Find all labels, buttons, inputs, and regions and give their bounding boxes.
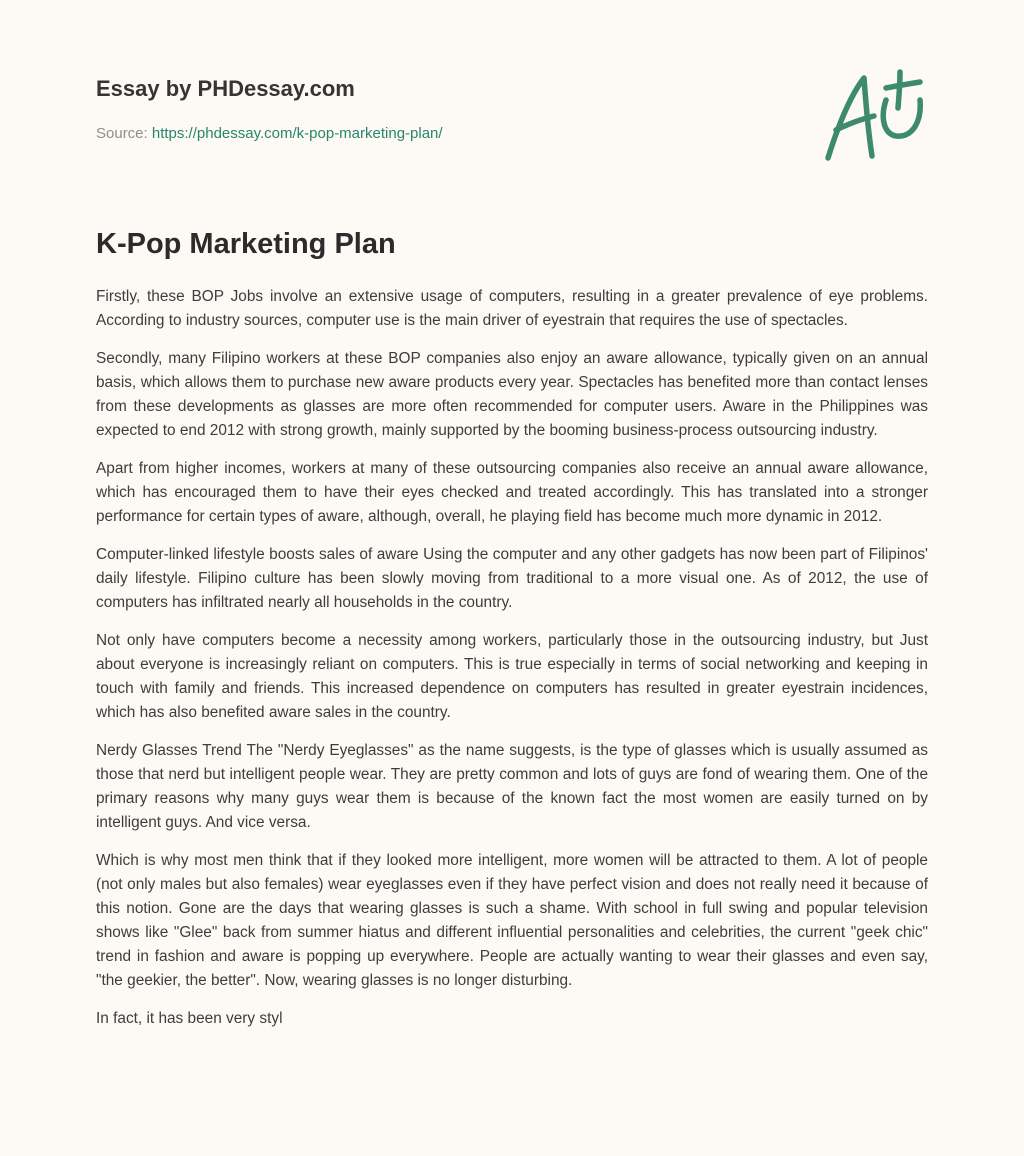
source-link[interactable]: https://phdessay.com/k-pop-marketing-plan/ [151,125,443,142]
essay-paragraph: Nerdy Glasses Trend The "Nerdy Eyeglasses" as the name suggests, is the type of glasses which is usually assumed as those that nerd but intelligent people wear. They are pretty common and lots of guys are fond of wearing them. One of the primary reasons why many guys wear them is because of the known fact the most women are easily turned on by intelligent guys. And vice versa. [96,742,928,831]
page-title: K-Pop Marketing Plan [96,228,396,260]
essay-paragraph: Firstly, these BOP Jobs involve an extensive usage of computers, resulting in a greater prevalence of eye problems. According to industry sources, computer use is the main driver of eyestrain that requires the use of spectacles. [96,288,928,329]
source-line [96,124,796,144]
essay-paragraph: Not only have computers become a necessity among workers, particularly those in the outsourcing industry, but Just about everyone is increasingly reliant on computers. This is true especially in terms of social networking and keeping in touch with family and friends. This increased dependence on computers has resulted in greater eyestrain incidences, which has also benefited aware sales in the country. [96,632,928,721]
essay-paragraph: Computer-linked lifestyle boosts sales of aware Using the computer and any other gadgets has now been part of Filipinos' daily lifestyle. Filipino culture has been slowly moving from traditional to a more visual one. As of 2012, the use of computers has infiltrated nearly all households in the country. [96,546,928,611]
source-label: Source: [96,125,148,142]
essay-paragraph: Apart from higher incomes, workers at many of these outsourcing companies also receive an annual aware allowance, which has encouraged them to have their eyes checked and treated accordingly. This has translated into a stronger performance for certain types of aware, although, overall, he playing field has become much more dynamic in 2012. [96,460,928,525]
a-plus-grade-icon [822,66,928,166]
essay-paragraph: Secondly, many Filipino workers at these BOP companies also enjoy an aware allowance, typically given on an annual basis, which allows them to purchase new aware products every year. Spectacles has benefited more than contact lenses from these developments as glasses are more often recommended for computer users. Aware in the Philippines was expected to end 2012 with strong growth, mainly supported by the booming business-process outsourcing industry. [96,350,928,439]
essay-header [96,74,796,144]
essay-body [96,285,928,1045]
essay-paragraph: Which is why most men think that if they looked more intelligent, more women will be attracted to them. A lot of people (not only males but also females) wear eyeglasses even if they have perfect vision and does not really need it because of this notion. Gone are the days that wearing glasses is such a shame. With school in full swing and popular television shows like "Glee" back from summer hiatus and different influential personalities and celebrities, the current "geek chic" trend in fashion and aware is popping up everywhere. People are actually wanting to wear their glasses and even say, "the geekier, the better". Now, wearing glasses is no longer disturbing. [96,852,928,989]
site-title: Essay by PHDessay.com [96,76,355,101]
essay-paragraph-truncated: In fact, it has been very styl [96,1010,283,1027]
